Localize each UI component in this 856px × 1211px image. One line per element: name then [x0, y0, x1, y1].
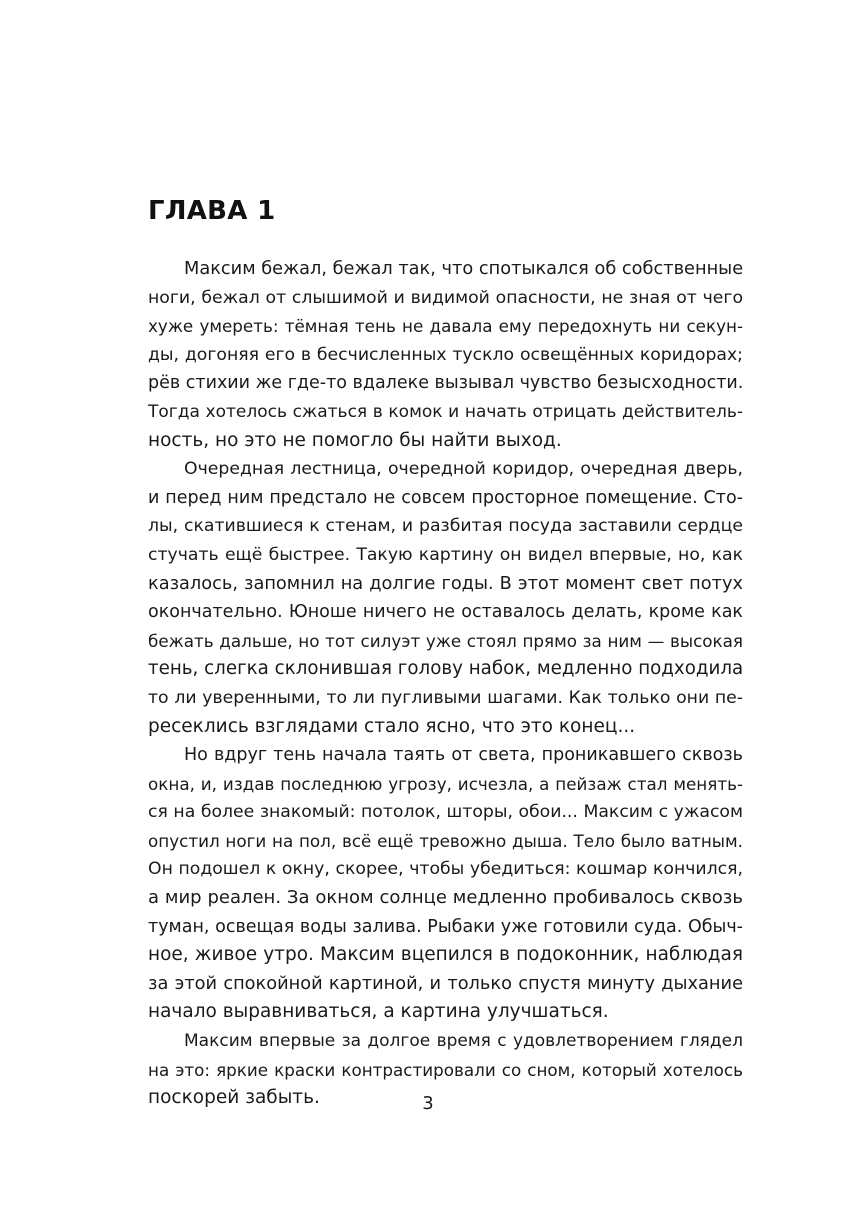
- text-line: Но вдруг тень начала таять от света, проникавшего сквозь: [184, 745, 743, 766]
- text-line: ное, живое утро. Максим вцепился в подоконник, наблюдая: [148, 944, 743, 966]
- text-line: то ли уверенными, то ли пугливыми шагами. Как только они пе-: [148, 687, 743, 708]
- page-number: 3: [422, 1093, 434, 1114]
- paragraph: [148, 255, 743, 455]
- text-line: ды, догоняя его в бесчисленных тускло освещённых коридорах;: [148, 344, 743, 365]
- text-line: на это: яркие краски контрастировали со сном, который хотелось: [148, 1059, 743, 1080]
- chapter-title: ГЛАВА 1: [148, 196, 276, 226]
- text-line: туман, освещая воды залива. Рыбаки уже готовили суда. Обыч-: [148, 916, 743, 937]
- text-line: Максим бежал, бежал так, что спотыкался об собственные: [184, 259, 743, 279]
- text-line: ся на более знакомый: потолок, шторы, обои... Максим с ужасом: [148, 802, 743, 823]
- text-line: поскорей забыть.: [148, 1087, 320, 1109]
- text-line: тень, слегка склонившая голову набок, медленно подходила: [148, 658, 743, 680]
- text-line: стучать ещё быстрее. Такую картину он видел впервые, но, как: [148, 544, 743, 565]
- paragraph: [148, 741, 743, 1027]
- text-line: за этой спокойной картиной, и только спустя минуту дыхание: [148, 973, 743, 994]
- text-line: Тогда хотелось сжаться в комок и начать отрицать действитель-: [148, 401, 743, 422]
- paragraph: [148, 455, 743, 741]
- chapter-body: [148, 255, 743, 1113]
- text-line: казалось, запомнил на долгие годы. В этот момент свет потух: [148, 573, 743, 594]
- text-line: а мир реален. За окном солнце медленно пробивалось сквозь: [148, 887, 743, 909]
- text-line: и перед ним предстало не совсем просторное помещение. Сто-: [148, 487, 743, 508]
- text-line: окончательно. Юноше ничего не оставалось делать, кроме как: [148, 602, 743, 623]
- text-line: начало выравниваться, а картина улучшаться.: [148, 1001, 609, 1023]
- text-line: Максим впервые за долгое время с удовлетворением глядел: [184, 1031, 743, 1052]
- text-line: ресеклись взглядами стало ясно, что это конец...: [148, 715, 636, 737]
- text-line: ноги, бежал от слышимой и видимой опасности, не зная от чего: [148, 287, 743, 308]
- text-line: бежать дальше, но тот силуэт уже стоял прямо за ним — высокая: [148, 630, 743, 651]
- text-line: Он подошел к окну, скорее, чтобы убедиться: кошмар кончился,: [148, 859, 743, 880]
- text-line: хуже умереть: тёмная тень не давала ему передохнуть ни секун-: [148, 316, 743, 337]
- text-line: рёв стихии же где-то вдалеке вызывал чувство безысходности.: [148, 373, 743, 394]
- text-line: ность, но это не помогло бы найти выход.: [148, 429, 562, 451]
- text-line: опустил ноги на пол, всё ещё тревожно дыша. Тело было ватным.: [148, 830, 743, 851]
- text-line: лы, скатившиеся к стенам, и разбитая посуда заставили сердце: [148, 516, 743, 537]
- text-line: Очередная лестница, очередной коридор, очередная дверь,: [184, 459, 743, 480]
- text-line: окна, и, издав последнюю угрозу, исчезла, а пейзаж стал менять-: [148, 773, 743, 794]
